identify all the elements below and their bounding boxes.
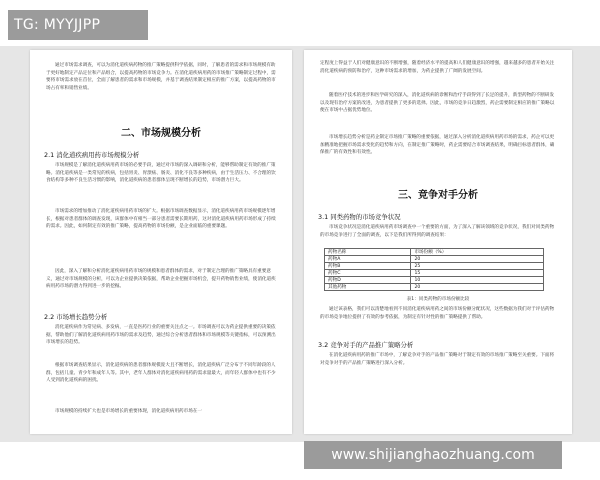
subsection-heading: 3.2 竞争对手的产品推广策略分析 [318,341,414,349]
document-page-left [30,50,292,434]
body-paragraph: 市场需求的增加推动了消化道疾病用药市场的扩大。根据市场调查数据显示，消化道疾病用药市场规模逐年增长，根据对患者群体的调查发现，该群体中有相当一部分患者需要长期用药，这对消化道疾病用药市场形成了持续的需求。因此，如何制定有效的推广策略，提高药物的市场份额，是企业面临的重要课题。 [46,209,276,230]
table-cell: 药物B [325,263,411,270]
table-cell: 其他药物 [325,284,411,291]
table-row [325,270,544,277]
table-header-cell: 药物名称 [325,249,411,256]
table-row [325,263,544,270]
table-cell: 10 [411,277,544,284]
table-header-cell: 市场份额（%） [411,249,544,256]
intro-paragraph: 通过市场需求调查，可以为消化道疾病药物的推广策略提供科学依据，同时，了解患者的需求和市场规模有助于更好地制定产品定位和产品组合，以提高药物的市场竞争力。在消化道疾病用药的市场推广策略制定过程中，需要将市场需求放在首位，全面了解患者的需求和市场规模，并基于调查结果制定相应的推广方案，以提高药物的市场占有率和销售业绩。 [46,63,276,91]
body-paragraph: 因此，深入了解和分析消化道疾病用药市场的规模和患者群体的需求，对于制定合理的推广策略具有重要意义，通过对市场规模的分析，可以为企业提供决策依据，帮助企业把握市场机会，提升药物销售业绩，使消化道疾病用药市场的潜力得到进一步的挖掘。 [46,269,276,290]
body-paragraph: 根据市场调查结果显示，消化道疾病的患者群体规模庞大且不断增长，消化道疾病广泛分布于不同年龄段的人群，包括儿童、青少年和成年人等。其中，老年人群体对消化道疾病用药的需求量最大，而年轻人群体中也有不少人受到消化道疾病的困扰。 [46,363,276,384]
subsection-heading: 2.1 消化道疾病用药市场规模分析 [44,151,140,159]
watermark-url: www.shijianghaozhuang.com [304,441,562,469]
table-caption: 表1：同类药物的市场份额比较 [406,297,470,302]
subsection-heading: 3.1 同类药物的市场竞争状况 [318,213,401,221]
table-row [325,277,544,284]
body-paragraph: 在消化道疾病用药的推广市场中，了解竞争对手的产品推广策略对于制定有效的市场推广策略至关重要。下面将对竞争对手的产品推广策略进行深入分析。 [320,353,555,366]
table-row [325,284,544,291]
table-cell: 药物D [325,277,411,284]
market-share-table [324,248,544,291]
subsection-heading: 2.2 市场增长趋势分析 [44,313,108,321]
table-cell: 20 [411,284,544,291]
table-cell: 20 [411,256,544,263]
table-cell: 药物C [325,270,411,277]
body-paragraph: 市场增长趋势分析是药企制定市场推广策略的重要依据，通过深入分析消化道疾病用药市场的需求，药企可以更加精准地把握市场需求变化的趋势和方向，在制定推广策略时，药企需要结合市场调查结果，明确目标患者群体，确保推广的有效性和有效性。 [320,135,555,156]
body-paragraph: 随着医疗技术的进步和医学研究的深入，消化道疾病的诊断和治疗手段得到了长足的提升，新型药物的不断研发以及现有治疗方案的改进，为患者提供了更多的选择。因此，市场的竞争日趋激烈，药企需要制定相应的推广策略以便在市场中占据优势地位。 [320,93,555,114]
table-cell: 15 [411,270,544,277]
body-paragraph: 市场规模的持续扩大也是市场增长的重要体现，消化道疾病用药市场在一 [55,409,203,414]
body-paragraph: 通过该表格，我们可以清楚地看到不同消化道疾病用药之间的市场份额分配状况，这些数据为我们对于评估药物的市场竞争地位提供了有效的参考依据，为制定有针对性的推广策略提供了帮助。 [320,307,555,320]
table-row [325,256,544,263]
document-page-right [304,50,572,434]
body-paragraph: 市场竞争状况是消化道疾病用药市场调查中一个重要的方面，为了深入了解该领域的竞争状况，我们对同类药物的市场竞争进行了全面的调查，以下是我们所得到的调查结果： [320,225,555,238]
document-scan [0,46,600,442]
section-heading: 二、市场规模分析 [121,128,201,139]
watermark-tag: TG: MYYJJPP [8,10,148,40]
body-paragraph: 定程度上得益于人们对健康意识的不断增强，随着经济水平的提高和人们健康意识的增强，越来越多的患者开始关注消化道疾病的预防和治疗，这种市场需求的增加，为药企提供了广阔的发展空间。 [320,61,555,74]
table-cell: 25 [411,263,544,270]
table-header-row [325,249,544,256]
section-heading: 三、竞争对手分析 [398,190,478,201]
body-paragraph: 消化道疾病作为常见病、多发病，一直是医药行业的重要关注点之一。市场调查可以为药企提供重要的决策依据，帮助他们了解消化道疾病用药市场的需求及趋势，通过综合分析患者群体和市场规模等关键指标，可以预测出市场增长的趋势。 [46,325,276,346]
body-paragraph: 市场规模是了解消化道疾病用药市场的必要手段，通过对市场的深入调研和分析，能够帮助制定有效的推广策略。消化道疾病是一类常见的疾病，包括胃炎、胃溃疡、肠炎、消化不良等多种疾病，由于生活压力、不合理的饮食结构等多种不良生活习惯的影响，消化道疾病的患者群体呈现不断增长的趋势，市场潜力巨大。 [46,163,276,184]
table-cell: 药物A [325,256,411,263]
